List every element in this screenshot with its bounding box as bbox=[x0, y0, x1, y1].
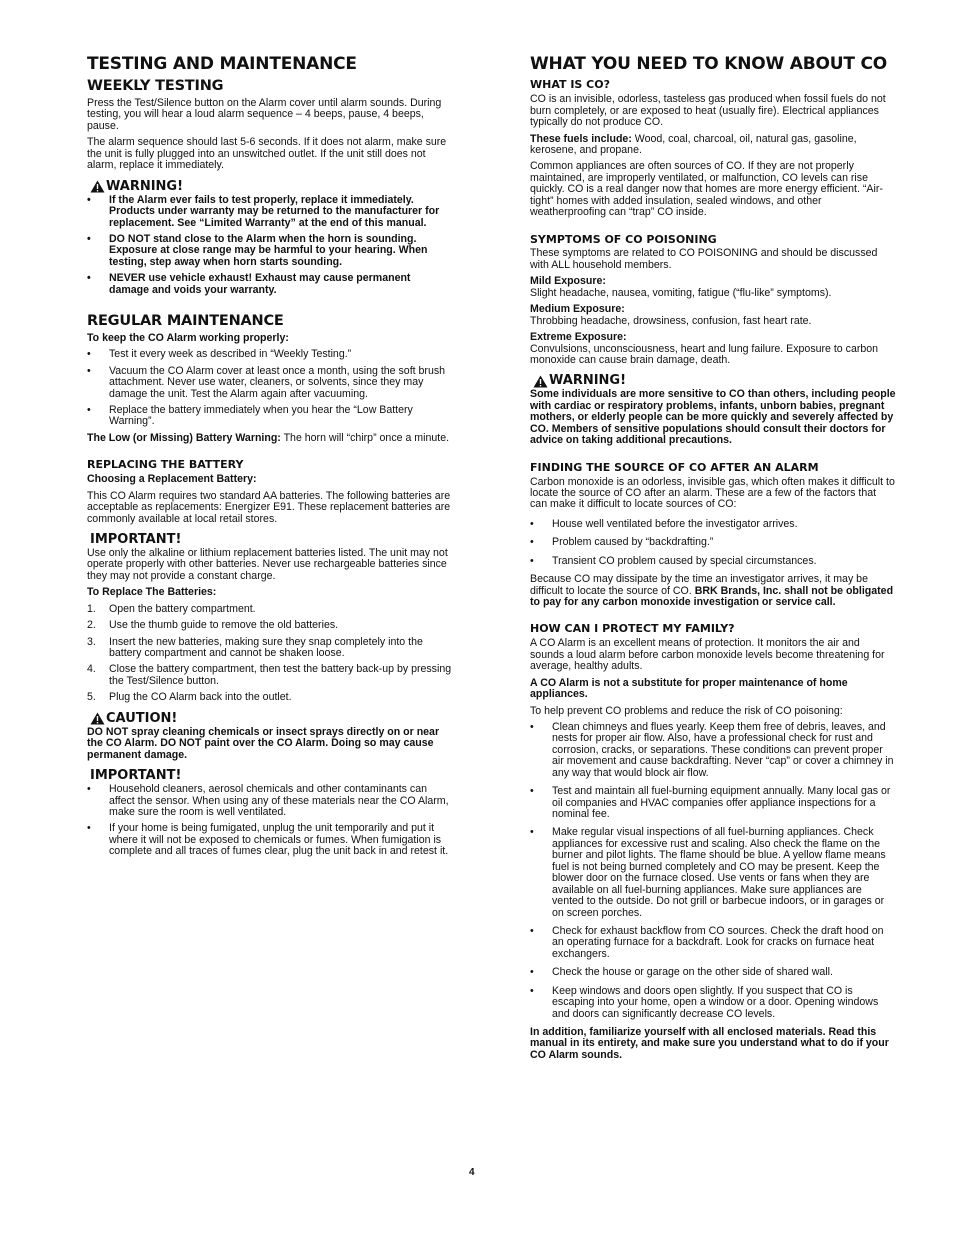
mild-label: Mild Exposure: bbox=[530, 275, 606, 288]
replace-steps-title: To Replace The Batteries: bbox=[87, 586, 217, 599]
finding-paragraph-1: Carbon monoxide is an odorless, invisible gas, which often makes it difficult to locate the source of CO after an alarm. These are a few of the factors that can make it difficult to locate sources of CO: bbox=[530, 475, 895, 511]
list-item: • House well ventilated before the investigator arrives. bbox=[530, 517, 798, 530]
extreme-label: Extreme Exposure: bbox=[530, 331, 627, 344]
list-item: • NEVER use vehicle exhaust! Exhaust may cause permanent damage and voids your warranty. bbox=[87, 272, 411, 296]
choosing-battery-subheading: Choosing a Replacement Battery: bbox=[87, 473, 257, 486]
heading-symptoms: SYMPTOMS OF CO POISONING bbox=[530, 232, 717, 246]
battery-paragraph: This CO Alarm requires two standard AA batteries. The following batteries are acceptable as replacements: Energizer E91. These replacement batteries are commonly available at local retail stores. bbox=[87, 489, 451, 525]
medium-text: Throbbing headache, drowsiness, confusion, fast heart rate. bbox=[530, 314, 812, 327]
warning-triangle-icon bbox=[90, 180, 105, 193]
list-item: 4. Close the battery compartment, then test the battery back-up by pressing the Test/Silence button. bbox=[87, 663, 452, 687]
page-number: 4 bbox=[469, 1167, 475, 1178]
list-item: • Problem caused by “backdrafting.” bbox=[530, 536, 714, 549]
protect-paragraph-1: A CO Alarm is an excellent means of protection. It monitors the air and sounds a loud alarm before carbon monoxide levels become threatening for average, healthy adults. bbox=[530, 637, 885, 673]
section-title-co: WHAT YOU NEED TO KNOW ABOUT CO bbox=[530, 54, 887, 74]
regular-list bbox=[87, 349, 452, 428]
warning-triangle-icon bbox=[90, 712, 105, 725]
replace-steps-list bbox=[87, 604, 452, 704]
caution-text: DO NOT spray cleaning chemicals or insect sprays directly on or near the CO Alarm. DO NOT paint over the CO Alarm. Doing so may cause permanent damage. bbox=[87, 725, 440, 761]
list-item: 1. Open the battery compartment. bbox=[87, 602, 256, 615]
finding-list bbox=[530, 519, 896, 567]
list-item: • Clean chimneys and flues yearly. Keep them free of debris, leaves, and nests for proper air flow. Also, have a professional check for rust and corrosion, cracks, or separations. These conditions can prevent proper air movement and cause backdrafting. Never “cap” or cover a chimney in any way that would block air flow. bbox=[530, 720, 894, 779]
list-item: 5. Plug the CO Alarm back into the outlet. bbox=[87, 691, 292, 704]
caution-callout bbox=[90, 712, 452, 726]
important-label-2: IMPORTANT! bbox=[90, 768, 182, 784]
heading-finding-source: FINDING THE SOURCE OF CO AFTER AN ALARM bbox=[530, 460, 819, 474]
protect-paragraph-2: A CO Alarm is not a substitute for proper maintenance of home appliances. bbox=[530, 676, 848, 701]
important-text: Use only the alkaline or lithium replacement batteries listed. The unit may not operate properly with other batteries. Never use rechargeable batteries since they may not provide a constant charge. bbox=[87, 546, 448, 582]
weekly-warning-list bbox=[87, 195, 452, 297]
heading-regular-maintenance: REGULAR MAINTENANCE bbox=[87, 313, 284, 330]
what-paragraph-3: Common appliances are often sources of CO. If they are not properly maintained, are improperly ventilated, or malfunction, CO levels can rise quickly. CO is a real danger now that homes are more energy efficient. “Air-tight” homes with added insulation, sealed windows, and other weatherproofing can “trap” CO inside. bbox=[530, 160, 883, 219]
extreme-text: Convulsions, unconsciousness, heart and lung failure. Exposure to carbon monoxide can cause brain damage, death. bbox=[530, 342, 879, 366]
list-item: • Test and maintain all fuel-burning equipment annually. Many local gas or oil companies and HVAC companies offer appliance inspections for a nominal fee. bbox=[530, 785, 891, 821]
weekly-paragraph-1: Press the Test/Silence button on the Alarm cover until alarm sounds. During testing, you will hear a loud alarm sequence – 4 beeps, pause, 4 beeps, pause. bbox=[87, 97, 442, 132]
what-paragraph-1: CO is an invisible, odorless, tasteless gas produced when fossil fuels do not burn completely, or are exposed to heat (usually fire). Electrical appliances typically do not produce CO. bbox=[530, 93, 886, 129]
warning-label-co: WARNING! bbox=[549, 373, 627, 389]
heading-weekly-testing: WEEKLY TESTING bbox=[87, 78, 224, 95]
protect-list bbox=[530, 722, 896, 1020]
important-label: IMPORTANT! bbox=[90, 531, 182, 547]
symptoms-intro: These symptoms are related to CO POISONING and should be discussed with ALL household members. bbox=[530, 247, 878, 271]
list-item: • If the Alarm ever fails to test properly, replace it immediately. Products under warranty may be returned to the manufacturer for replacement. See “Limited Warranty” at the end of this manual. bbox=[87, 193, 440, 229]
heading-replacing-battery: REPLACING THE BATTERY bbox=[87, 458, 244, 472]
finding-paragraph-2: Because CO may dissipate by the time an investigator arrives, it may be difficult to locate the source of CO. BRK Brands, Inc. shall not be obligated to pay for any carbon monoxide investigation or service call. bbox=[530, 573, 894, 609]
list-item: 3. Insert the new batteries, making sure they snap completely into the battery compartment and cannot be shaken loose. bbox=[87, 635, 423, 660]
list-item: • Make regular visual inspections of all fuel-burning appliances. Check appliances for excessive rust and scaling. Also check the flame on the burner and pilot lights. The flame should be blue. A yellow flame means fuel is not being burned completely and CO may be present. Keep the blower door on the furnace closed. Use vents or fans when they are available on all fuel-burning appliances. Make sure appliances are vented to the outside. Do not grill or barbecue indoors, or in garages or on screen porches. bbox=[530, 826, 886, 919]
weekly-paragraph-2: The alarm sequence should last 5-6 seconds. If it does not alarm, make sure the unit is fully plugged into an unswitched outlet. If the unit still does not alarm, replace it immediately. bbox=[87, 136, 447, 172]
list-item: • DO NOT stand close to the Alarm when the horn is sounding. Exposure at close range may be harmful to your hearing. When testing, step away when horn starts sounding. bbox=[87, 232, 428, 268]
left-column bbox=[87, 55, 452, 863]
protect-paragraph-3: To help prevent CO problems and reduce the risk of CO poisoning: bbox=[530, 704, 843, 717]
heading-protect-family: HOW CAN I PROTECT MY FAMILY? bbox=[530, 622, 735, 636]
mild-text: Slight headache, nausea, vomiting, fatigue (“flu-like” symptoms). bbox=[530, 286, 832, 299]
warning-callout-co bbox=[533, 374, 896, 388]
warning-label: WARNING! bbox=[106, 178, 184, 194]
medium-label: Medium Exposure: bbox=[530, 303, 625, 316]
list-item: • Vacuum the CO Alarm cover at least once a month, using the soft brush attachment. Never use water, cleaners, or solvents, since they may damage the unit. Test the Alarm again after vacuuming. bbox=[87, 364, 446, 400]
list-item: • If your home is being fumigated, unplug the unit temporarily and put it where it will not be exposed to chemicals or fumes. When fumigation is complete and all traces of fumes clear, plug the unit back in and retest it. bbox=[87, 822, 449, 858]
fuels-paragraph: These fuels include: Wood, coal, charcoal, oil, natural gas, gasoline, kerosene, and propane. bbox=[530, 132, 857, 156]
right-column bbox=[530, 55, 896, 1066]
warning-triangle-icon bbox=[533, 375, 548, 388]
list-item: • Check for exhaust backflow from CO sources. Check the draft hood on an operating furnace for a backdraft. Look for cracks on furnace heat exchangers. bbox=[530, 924, 884, 960]
warning-text-co: Some individuals are more sensitive to CO than others, including people with cardiac or respiratory problems, infants, unborn babies, pregnant mothers, or elderly people can be more quickly and severely affected by CO. Members of sensitive populations should consult their doctors for advice on taking additional precautions. bbox=[530, 388, 896, 447]
important-callout-2 bbox=[90, 769, 452, 783]
list-item: 2. Use the thumb guide to remove the old batteries. bbox=[87, 619, 339, 632]
list-item: • Replace the battery immediately when you hear the “Low Battery Warning”. bbox=[87, 404, 413, 428]
regular-intro: To keep the CO Alarm working properly: bbox=[87, 331, 289, 344]
important-callout bbox=[90, 533, 452, 547]
section-title-testing: TESTING AND MAINTENANCE bbox=[87, 54, 357, 74]
list-item: • Household cleaners, aerosol chemicals and other contaminants can affect the sensor. When using any of these materials near the CO Alarm, make sure the room is well ventilated. bbox=[87, 783, 449, 819]
caution-label: CAUTION! bbox=[106, 710, 178, 726]
heading-what-is-co: WHAT IS CO? bbox=[530, 78, 610, 92]
list-item: • Transient CO problem caused by special circumstances. bbox=[530, 554, 817, 567]
low-battery-warning: The Low (or Missing) Battery Warning: The horn will “chirp” once a minute. bbox=[87, 431, 450, 444]
list-item: • Check the house or garage on the other side of shared wall. bbox=[530, 966, 833, 979]
list-item: • Test it every week as described in “Weekly Testing.” bbox=[87, 348, 352, 361]
warning-callout bbox=[90, 180, 452, 194]
important-list bbox=[87, 784, 452, 858]
list-item: • Keep windows and doors open slightly. If you suspect that CO is escaping into your home, open a window or a door. Opening windows and doors can significantly decrease CO levels. bbox=[530, 984, 879, 1020]
final-paragraph: In addition, familiarize yourself with all enclosed materials. Read this manual in its entirety, and make sure you understand what to do if your CO Alarm sounds. bbox=[530, 1026, 889, 1061]
